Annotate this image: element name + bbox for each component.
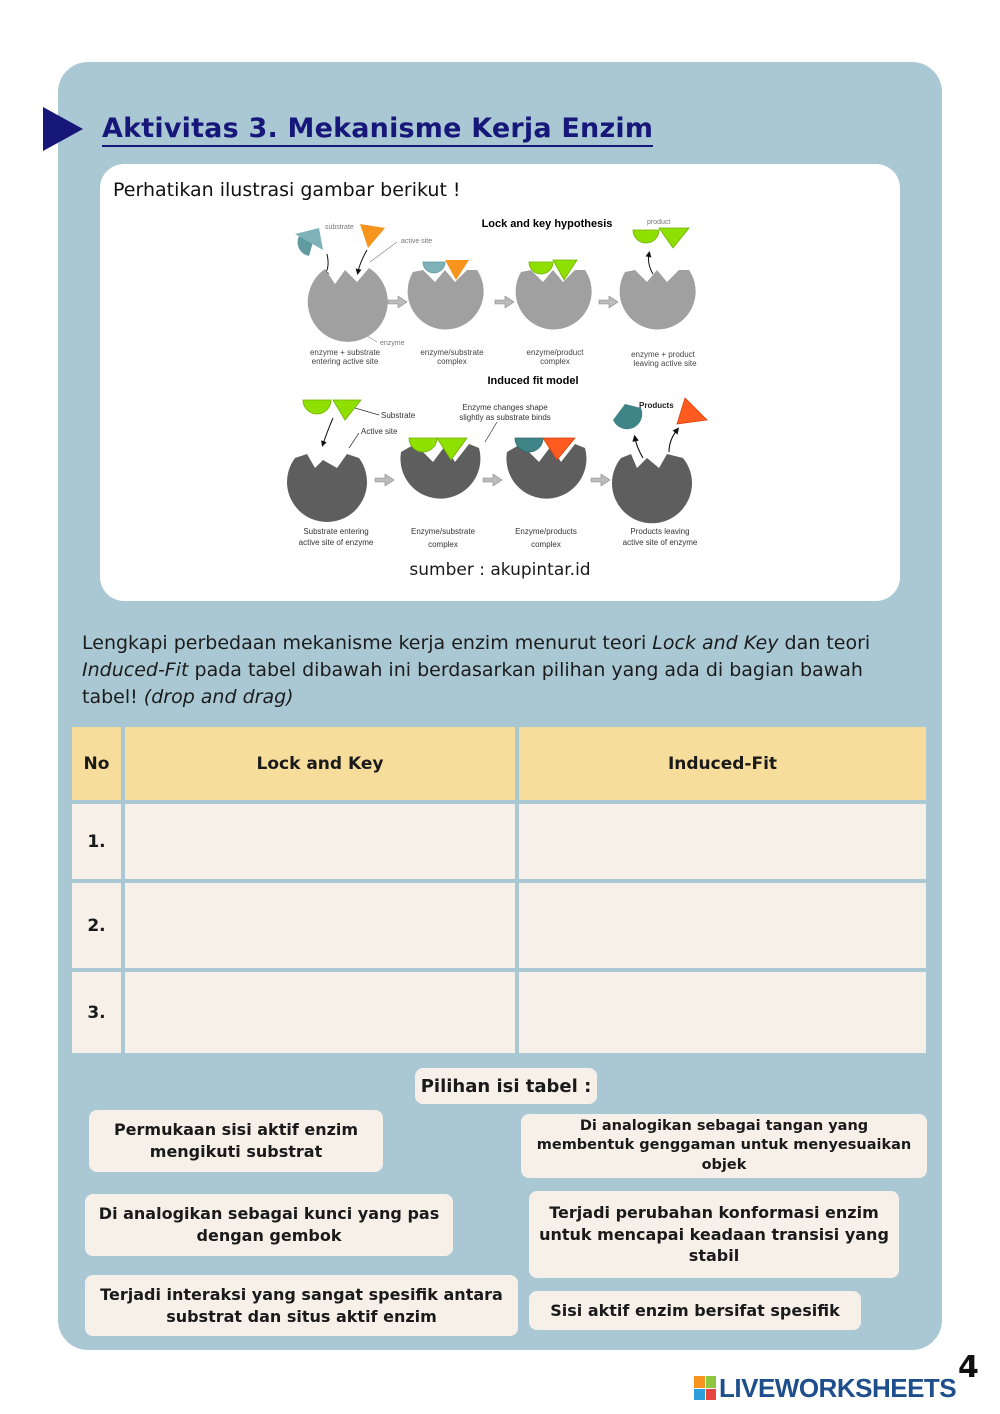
- lk-label-substrate: substrate: [325, 224, 354, 231]
- if-enzyme-2: [400, 444, 480, 499]
- if-enzyme-4: [612, 454, 692, 523]
- if-step3-line1: Enzyme/products: [515, 527, 577, 536]
- header-induced-fit: Induced-Fit: [517, 725, 928, 802]
- lk-step3-line2: complex: [540, 357, 570, 366]
- if-note-line1: Enzyme changes shape: [462, 403, 548, 412]
- lk-enzyme-3: [516, 270, 592, 329]
- drop-zone-induced-fit-3[interactable]: [517, 970, 928, 1055]
- instruction-lock-key: Lock and Key: [652, 632, 779, 654]
- if-substrate-1: [303, 400, 331, 414]
- if-step2-line2: complex: [428, 540, 458, 549]
- brand-name: LIVEWORKSHEETS: [719, 1372, 957, 1403]
- if-step-arrow-1: [375, 474, 394, 486]
- if-step1-line1: Substrate entering: [303, 527, 369, 536]
- option-card[interactable]: Permukaan sisi aktif enzim mengikuti substrat: [89, 1110, 383, 1172]
- if-note-pointer: [485, 422, 497, 442]
- induced-fit-heading: Induced fit model: [487, 375, 579, 387]
- comparison-table: [70, 725, 928, 1055]
- instruction-drag-hint: (drop and drag): [143, 686, 294, 708]
- if-step1-line2: active site of enzyme: [298, 538, 374, 547]
- lk-step2-line1: enzyme/substrate: [420, 348, 484, 357]
- drop-zone-induced-fit-2[interactable]: [517, 881, 928, 970]
- table-row: [70, 802, 928, 881]
- illustration-source: sumber : akupintar.id: [409, 560, 591, 580]
- lk-product-2: [659, 228, 689, 248]
- option-card[interactable]: Sisi aktif enzim bersifat spesifik: [529, 1291, 861, 1330]
- if-arrow-in: [323, 418, 333, 444]
- if-step-arrow-3: [591, 474, 610, 486]
- if-label-products: Products: [639, 401, 674, 410]
- lk-step3-line1: enzyme/product: [526, 348, 584, 357]
- lk-step1-line2: entering active site: [311, 357, 379, 366]
- if-label-active-site: Active site: [361, 427, 398, 436]
- drop-zone-induced-fit-1[interactable]: [517, 802, 928, 881]
- if-step4-line1: Products leaving: [630, 527, 690, 536]
- lk-label-active-site: active site: [401, 238, 433, 245]
- row-number: 3.: [70, 970, 123, 1055]
- if-step-arrow-2: [483, 474, 502, 486]
- liveworksheets-mark-icon: [694, 1376, 716, 1400]
- instruction-part1: Lengkapi perbedaan mekanisme kerja enzim menurut teori: [82, 632, 653, 654]
- lk-arrow-in-2: [358, 250, 367, 272]
- if-label-substrate: Substrate: [381, 411, 416, 420]
- instruction-part3: pada tabel dibawah ini berdasarkan pilihan yang ada di bagian bawah tabel!: [82, 659, 863, 708]
- if-substrate-2: [333, 400, 361, 420]
- instruction-induced-fit: Induced-Fit: [82, 659, 189, 681]
- lk-arrow-out: [649, 254, 654, 274]
- enzyme-mechanism-diagram: [285, 212, 715, 557]
- if-arrow-out-1: [635, 438, 643, 458]
- if-note-line2: slightly as substrate binds: [459, 413, 551, 422]
- lk-step2-line2: complex: [437, 357, 467, 366]
- lk-substrate-orange: [360, 224, 385, 248]
- liveworksheets-logo: [694, 1373, 956, 1403]
- lk-step-arrow-2: [495, 296, 514, 308]
- if-step2-line1: Enzyme/substrate: [410, 527, 476, 536]
- lk-label-enzyme: enzyme: [380, 340, 405, 347]
- instruction-text: [82, 630, 922, 711]
- lk-step1-line1: enzyme + substrate: [309, 348, 381, 357]
- lk-active-site-pointer: [370, 242, 397, 262]
- page-number: 4: [958, 1350, 979, 1385]
- header-no: No: [70, 725, 123, 802]
- drop-zone-lock-key-2[interactable]: [123, 881, 517, 970]
- option-card[interactable]: Terjadi interaksi yang sangat spesifik antara substrat dan situs aktif enzim: [85, 1275, 518, 1336]
- option-card[interactable]: Di analogikan sebagai kunci yang pas dengan gembok: [85, 1194, 453, 1256]
- lk-complex-substrate-teal: [423, 262, 445, 273]
- lk-step-arrow-1: [388, 296, 407, 308]
- option-card[interactable]: Terjadi perubahan konformasi enzim untuk mencapai keadaan transisi yang stabil: [529, 1191, 899, 1278]
- drop-zone-lock-key-1[interactable]: [123, 802, 517, 881]
- if-substrate-pointer: [355, 408, 379, 415]
- if-active-site-pointer: [349, 433, 359, 448]
- if-arrow-out-2: [669, 430, 677, 452]
- table-header-row: [70, 725, 928, 802]
- if-enzyme-3: [506, 444, 586, 499]
- if-product-2: [677, 398, 707, 424]
- if-product-1: [613, 404, 642, 429]
- illustration-intro: Perhatikan ilustrasi gambar berikut !: [113, 179, 461, 201]
- row-number: 2.: [70, 881, 123, 970]
- table-row: [70, 881, 928, 970]
- lk-label-product: product: [647, 219, 671, 226]
- lk-enzyme-4: [620, 270, 696, 329]
- row-number: 1.: [70, 802, 123, 881]
- lock-key-heading: Lock and key hypothesis: [481, 218, 613, 230]
- if-step4-line2: active site of enzyme: [622, 538, 698, 547]
- if-enzyme-1: [287, 454, 367, 522]
- lk-enzyme-2: [408, 270, 484, 329]
- options-label: Pilihan isi tabel :: [415, 1068, 597, 1104]
- instruction-part2: dan teori: [778, 632, 871, 654]
- lk-step-arrow-3: [599, 296, 618, 308]
- lk-product-1: [633, 230, 659, 243]
- page-title: Aktivitas 3. Mekanisme Kerja Enzim: [102, 112, 653, 147]
- header-lock-key: Lock and Key: [123, 725, 517, 802]
- table-row: [70, 970, 928, 1055]
- lk-step4-line1: enzyme + product: [631, 350, 695, 359]
- option-card[interactable]: Di analogikan sebagai tangan yang membentuk genggaman untuk menyesuaikan objek: [521, 1114, 927, 1178]
- if-step3-line2: complex: [531, 540, 561, 549]
- drop-zone-lock-key-3[interactable]: [123, 970, 517, 1055]
- section-arrow-icon: [43, 107, 83, 151]
- lk-step4-line2: leaving active site: [633, 359, 697, 368]
- lk-enzyme-1: [308, 268, 388, 342]
